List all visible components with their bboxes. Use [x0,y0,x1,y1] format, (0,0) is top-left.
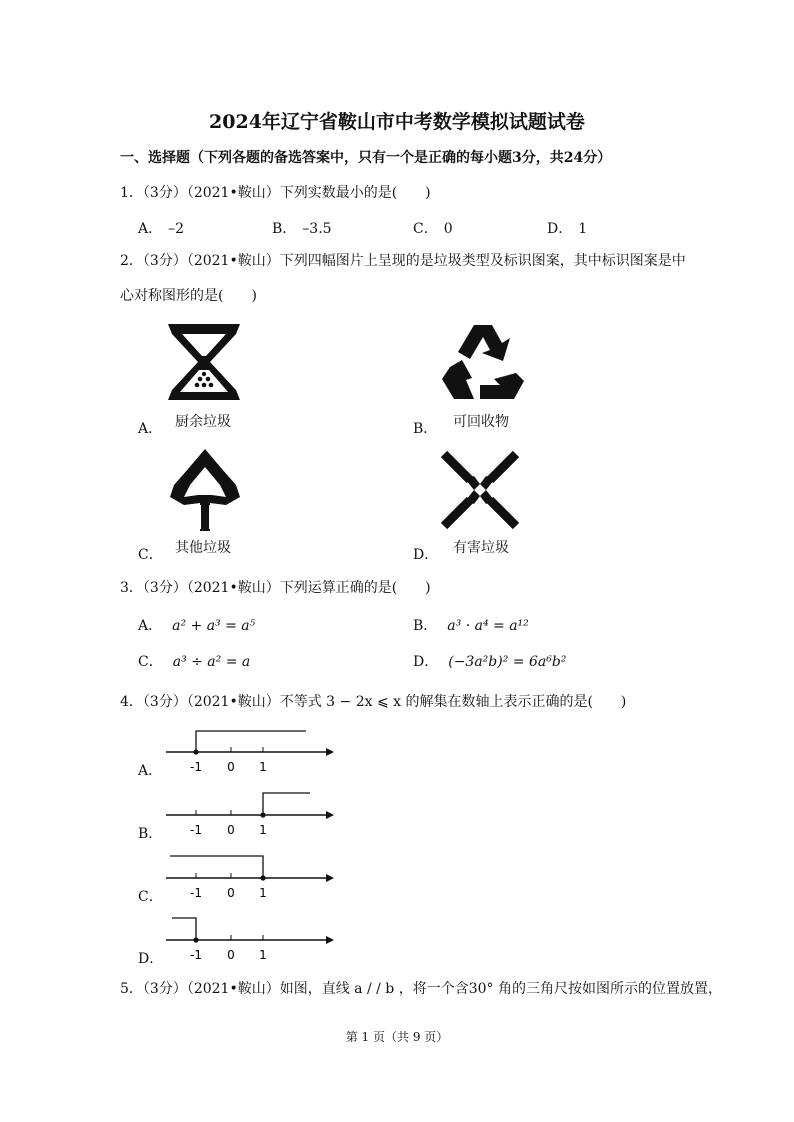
tick-label-0: 0 [227,823,235,837]
question-4-stem: 4．（3分）（2021•鞍山）不等式 3 − 2x ⩽ x 的解集在数轴上表示正确的是( ) [120,694,627,710]
option-text: –3.5 [302,221,332,237]
q3-option-c [138,651,250,671]
tick-label-0: 0 [227,948,235,962]
tick-label-1: 1 [259,823,267,837]
q1-option-b [272,218,332,238]
tick-label-neg1: -1 [190,948,202,962]
option-letter: A． [138,221,163,237]
kitchen-waste-icon [166,322,242,404]
q4-option-d-letter: D． [138,951,164,967]
option-letter: A． [138,618,163,634]
option-formula: a³ · a⁴ = a¹² [447,618,529,634]
other-waste-icon [166,447,244,533]
q2-option-a-caption: 厨余垃圾 [175,414,231,430]
number-line-b [160,789,340,839]
option-letter: C． [413,221,438,237]
q2-option-a-letter: A． [138,421,163,437]
tick-label-1: 1 [259,760,267,774]
q4-option-a-letter: A． [138,763,163,779]
option-letter: D． [547,221,573,237]
tick-label-neg1: -1 [190,886,202,900]
page-footer: 第 1 页（共 9 页） [345,1030,449,1044]
q2-option-c-letter: C． [138,547,163,563]
q1-option-d [547,218,587,238]
question-3-stem: 3．（3分）（2021•鞍山）下列运算正确的是( ) [120,580,431,596]
q1-option-c [413,218,453,238]
option-text: 1 [578,221,588,237]
tick-label-neg1: -1 [190,823,202,837]
q2-option-b-letter: B． [413,421,438,437]
q2-option-d-letter: D． [413,547,439,563]
q3-option-d [413,651,566,671]
tick-label-neg1: -1 [190,760,202,774]
recycle-icon [440,323,526,403]
q4-option-c-letter: C． [138,889,163,905]
tick-label-1: 1 [259,948,267,962]
tick-label-0: 0 [227,760,235,774]
question-2-stem-line1: 2．（3分）（2021•鞍山）下列四幅图片上呈现的是垃圾类型及标识图案，其中标识图案是中 [120,253,686,269]
q2-option-c-caption: 其他垃圾 [175,540,231,556]
q2-option-d-caption: 有害垃圾 [453,540,509,556]
hazardous-waste-icon [440,450,520,530]
question-2-stem-line2: 心对称图形的是( ) [120,288,257,304]
option-text: –2 [168,221,185,237]
option-letter: C． [138,654,163,670]
q2-option-b-caption: 可回收物 [453,414,509,430]
option-formula: (−3a²b)² = 6a⁶b² [448,654,567,670]
section-heading: 一、选择题（下列各题的备选答案中，只有一个是正确的每小题3分，共24分） [120,150,612,166]
number-line-a [160,726,340,776]
option-text: 0 [443,221,453,237]
q1-option-a [138,218,184,238]
number-line-c [160,852,340,902]
option-formula: a² + a³ = a⁵ [172,618,256,634]
page-title: 2024年辽宁省鞍山市中考数学模拟试题试卷 [209,111,585,133]
number-line-d [160,914,340,964]
question-5-stem: 5．（3分）（2021•鞍山）如图，直线 a / / b ，将一个含30° 角的三角尺按如图所示的位置放置， [120,981,722,997]
option-formula: a³ ÷ a² = a [172,654,251,670]
q3-option-b [413,615,529,635]
tick-label-1: 1 [259,886,267,900]
q3-option-a [138,615,255,635]
question-1-stem: 1．（3分）（2021•鞍山）下列实数最小的是( ) [120,185,431,201]
option-letter: B． [272,221,297,237]
option-letter: D． [413,654,439,670]
option-letter: B． [413,618,438,634]
q4-option-b-letter: B． [138,826,163,842]
tick-label-0: 0 [227,886,235,900]
